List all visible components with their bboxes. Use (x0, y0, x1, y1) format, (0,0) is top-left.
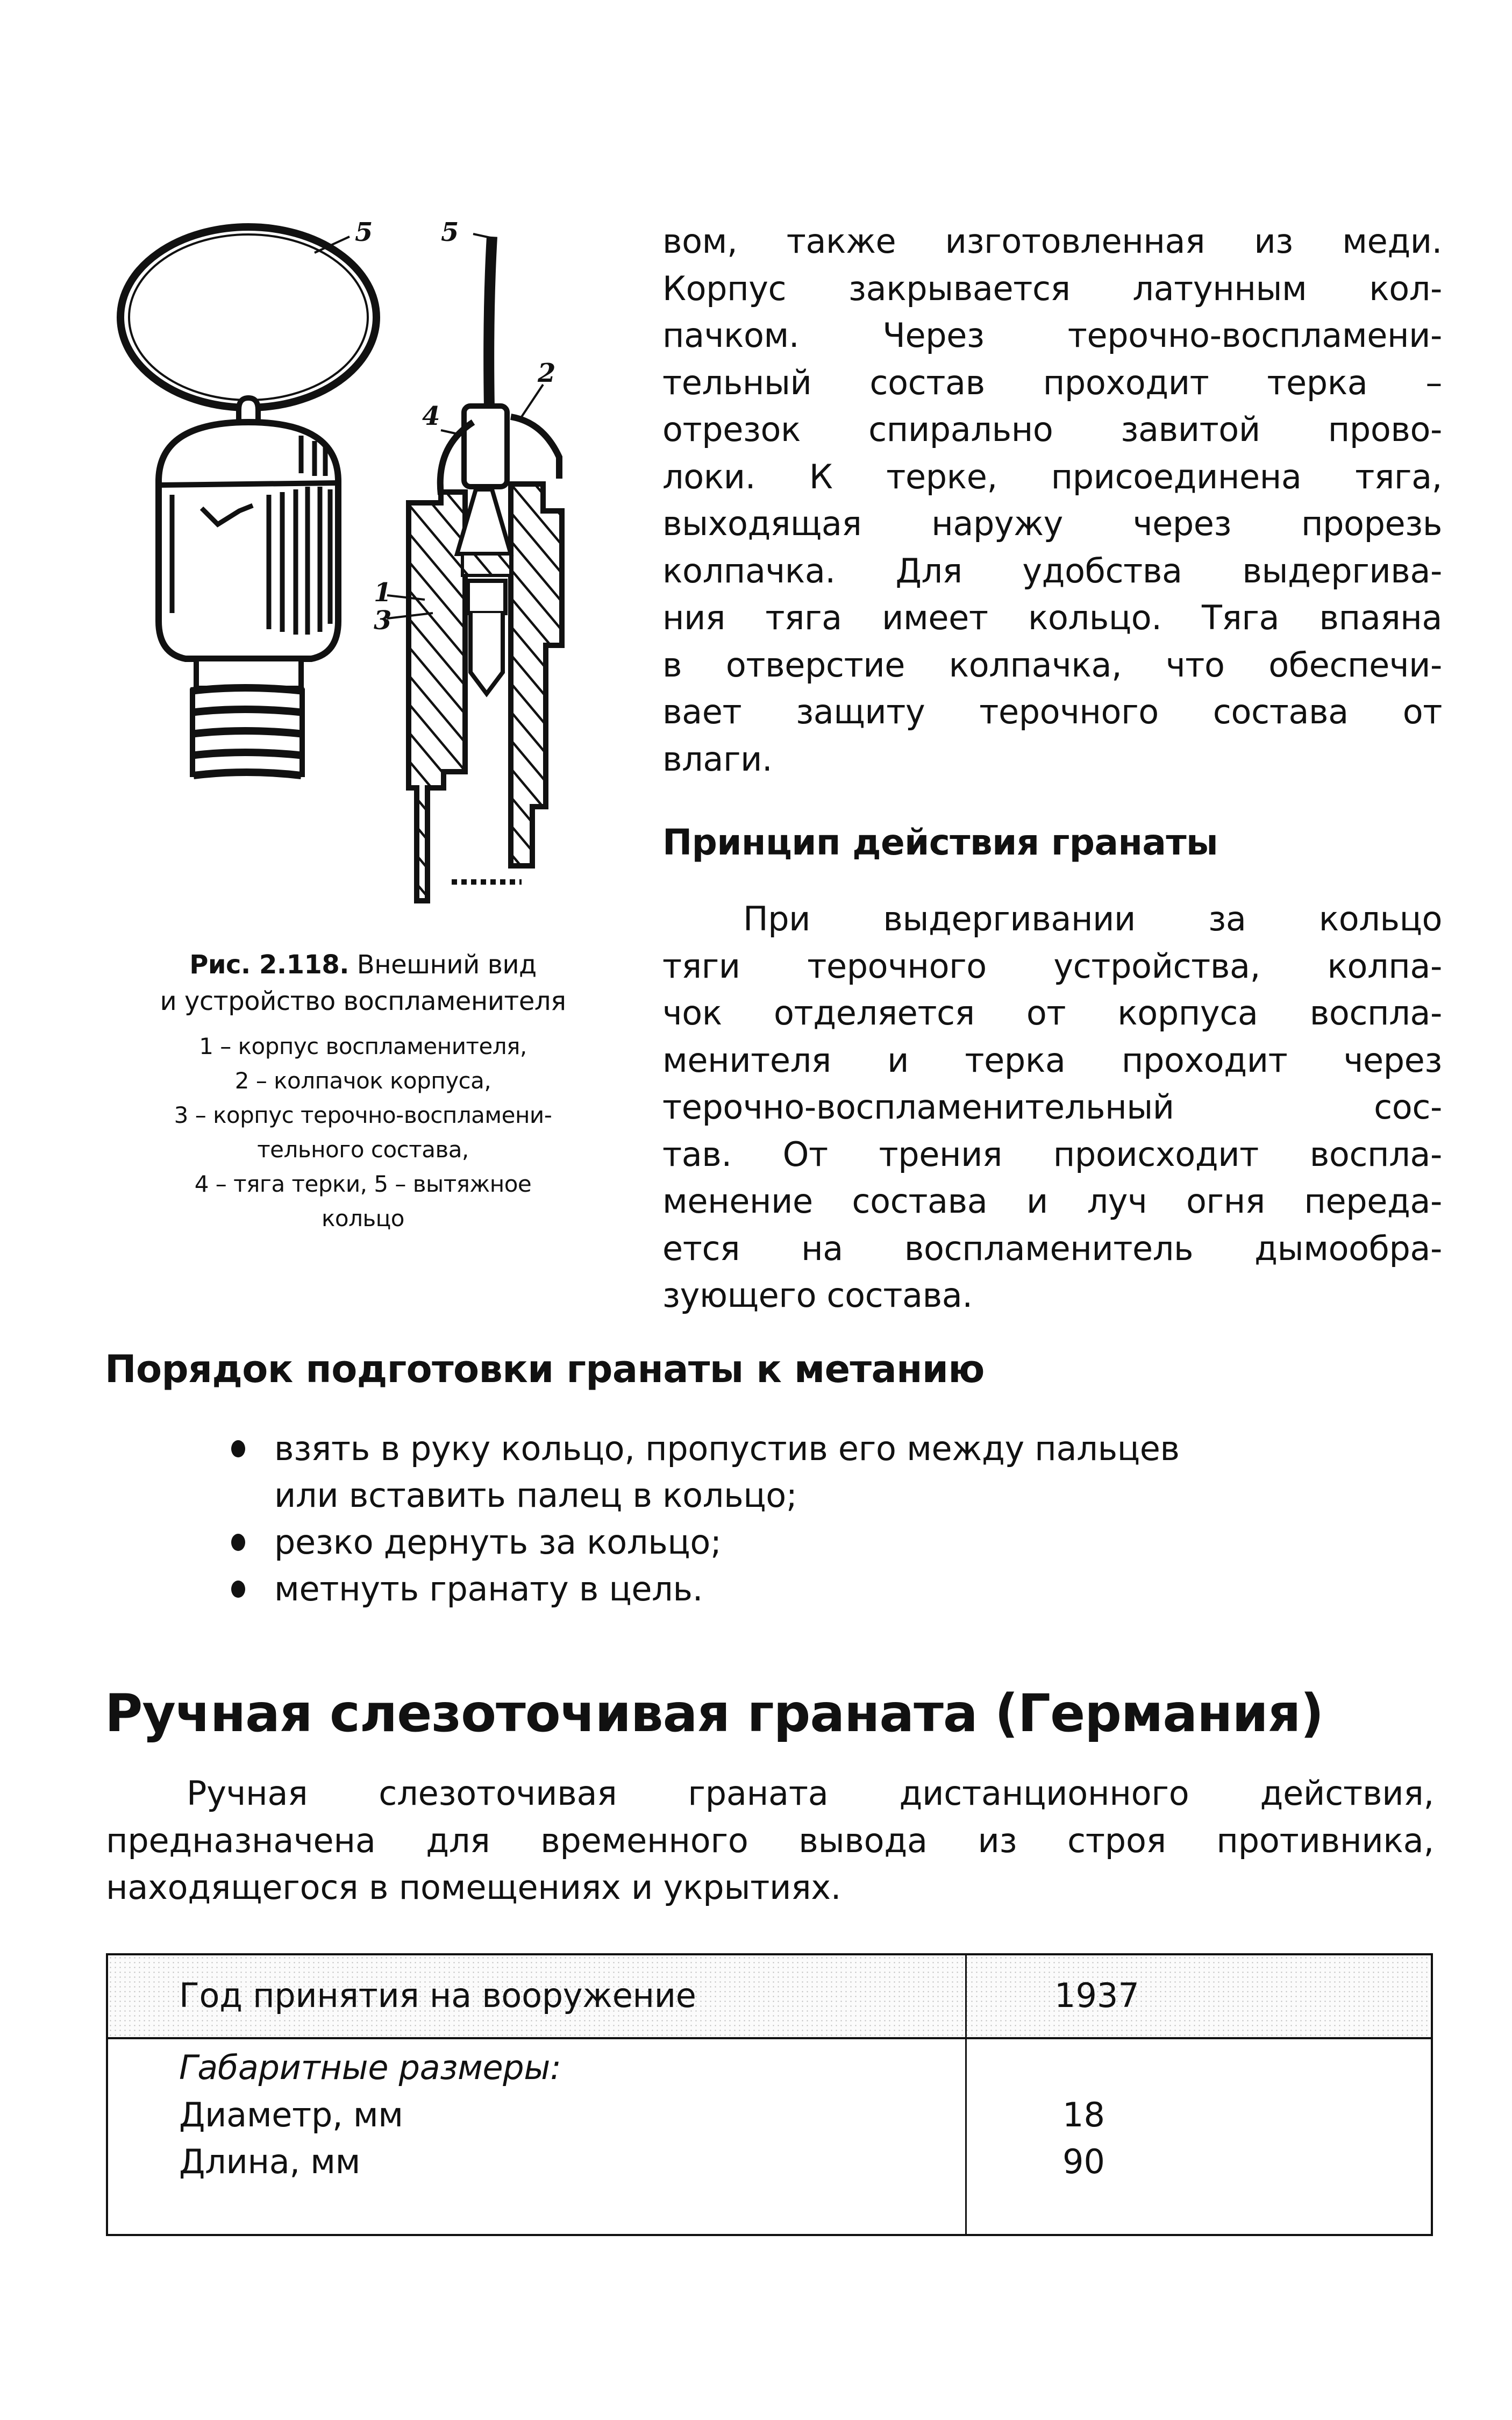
list-item (226, 1565, 1409, 1612)
caption-label: Рис. 2.118. (189, 950, 350, 980)
text-line: выходящая наружу через прорезь (662, 504, 1442, 543)
bullet-icon (231, 1581, 245, 1598)
caption-legend-line: 1 – корпус воспламенителя, (199, 1033, 527, 1059)
caption-legend-line: тельного состава, (257, 1136, 469, 1163)
text-line: ется на воспламенитель дымообра- (662, 1228, 1442, 1268)
text-line: чок отделяется от корпуса воспла- (662, 993, 1442, 1033)
caption-title-line2: и устройство воспламенителя (160, 986, 566, 1016)
igniter-illustration (108, 204, 645, 925)
list-item (226, 1519, 1409, 1565)
text-line: вом, также изготовленная из меди. (662, 222, 1442, 261)
principle-heading: Принцип действия гранаты (662, 822, 1218, 863)
callout-2: 2 (538, 358, 556, 388)
table-column-divider (965, 1955, 967, 2234)
text-line: тяги терочного устройства, колпа- (662, 946, 1442, 986)
callout-3: 3 (374, 606, 392, 636)
text-line: в отверстие колпачка, что обеспечи- (662, 645, 1442, 685)
table-cell-value: 18 (1062, 2095, 1105, 2134)
text-line: терочно-воспламенительный сос- (662, 1087, 1442, 1127)
table-cell-label: Габаритные размеры: (179, 2048, 561, 2087)
text-line: тав. От трения происходит воспла- (662, 1134, 1442, 1174)
text-line: отрезок спирально завитой прово- (662, 410, 1442, 449)
principle-paragraph (662, 895, 1442, 1319)
section-description (106, 1769, 1434, 1911)
caption-legend-line: кольцо (322, 1205, 404, 1232)
text-line: влаги. (662, 739, 773, 779)
igniter-body-drawing (159, 398, 338, 777)
callout-4: 4 (422, 401, 440, 431)
callout-5-left: 5 (355, 217, 373, 247)
bullet-icon (231, 1440, 245, 1457)
section-title: Ручная слезоточивая граната (Германия) (105, 1683, 1324, 1743)
text-line: колпачка. Для удобства выдергива- (662, 551, 1442, 590)
text-line: предназначена для временного вывода из строя противника, (106, 1820, 1434, 1860)
bullet-icon (231, 1534, 245, 1551)
text-line: Ручная слезоточивая граната дистанционного действия, (187, 1774, 1434, 1813)
specifications-table (106, 1953, 1433, 2236)
text-line: зующего состава. (662, 1276, 973, 1315)
list-item-line: взять в руку кольцо, пропустив его между пальцев (274, 1429, 1180, 1468)
text-line: менение состава и луч огня переда- (662, 1181, 1442, 1221)
list-item-line: резко дернуть за кольцо; (274, 1522, 722, 1562)
caption-title-rest: Внешний вид (349, 950, 537, 980)
table-cell-label: Длина, мм (179, 2142, 361, 2181)
text-line: тельный состав проходит терка – (662, 362, 1442, 402)
text-line: При выдергивании за кольцо (743, 899, 1442, 938)
callout-5-right: 5 (441, 217, 459, 247)
text-line: ния тяга имеет кольцо. Тяга впаяна (662, 598, 1442, 637)
text-line: пачком. Через терочно-воспламени- (662, 316, 1442, 355)
preparation-steps-list (226, 1425, 1409, 1612)
text-line: менителя и терка проходит через (662, 1040, 1442, 1080)
caption-legend (91, 1029, 634, 1236)
preparation-heading: Порядок подготовки гранаты к метанию (105, 1347, 985, 1391)
table-cell-label: Диаметр, мм (179, 2095, 403, 2134)
pull-ring-drawing (120, 227, 376, 408)
table-cell-value: 1937 (1054, 1976, 1139, 2015)
callout-1: 1 (374, 578, 392, 608)
text-line: вает защиту терочного состава от (662, 692, 1442, 731)
list-item (226, 1425, 1409, 1519)
text-line: Корпус закрывается латунным кол- (662, 268, 1442, 308)
table-cell-value: 90 (1062, 2142, 1105, 2181)
list-item-line: или вставить палец в кольцо; (274, 1476, 797, 1515)
cross-section-drawing (387, 234, 562, 901)
table-cell-label: Год принятия на вооружение (179, 1976, 696, 2015)
igniter-description (662, 218, 1442, 782)
caption-legend-line: 2 – колпачок корпуса, (234, 1067, 491, 1094)
text-line: локи. К терке, присоединена тяга, (662, 457, 1442, 496)
igniter-figure (108, 204, 645, 925)
text-line: находящегося в помещениях и укрытиях. (106, 1868, 841, 1907)
figure-caption (91, 946, 634, 1236)
caption-title (91, 946, 634, 1020)
caption-legend-line: 4 – тяга терки, 5 – вытяжное (194, 1171, 532, 1197)
caption-legend-line: 3 – корпус терочно-воспламени- (174, 1102, 552, 1128)
list-item-line: метнуть гранату в цель. (274, 1569, 703, 1608)
